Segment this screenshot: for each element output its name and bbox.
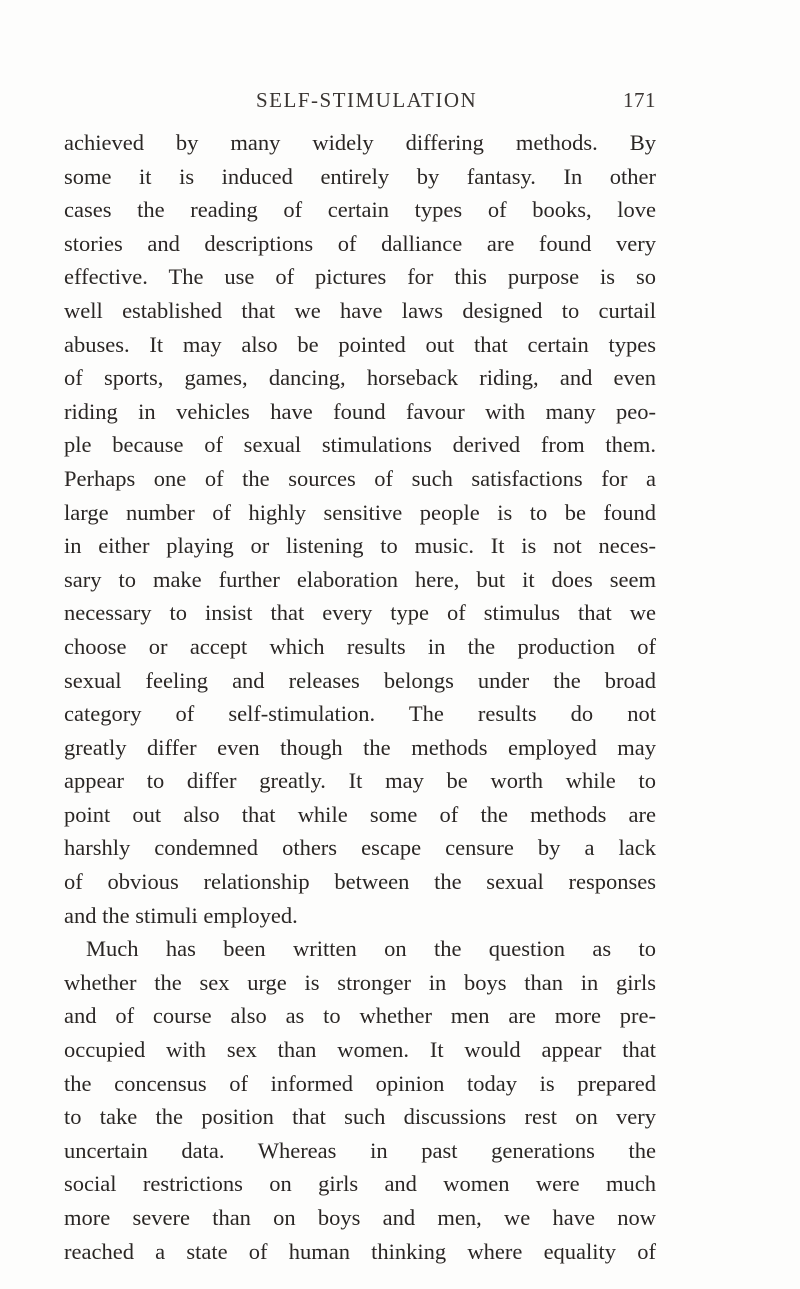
text-line: to take the position that such discussions rest on very (64, 1104, 656, 1130)
text-line: choose or accept which results in the production of (64, 633, 656, 659)
text-line: necessary to insist that every type of stimulus that we (64, 600, 656, 626)
text-line: in either playing or listening to music. It is not neces- (64, 533, 656, 559)
body-text (64, 126, 656, 1268)
text-line: more severe than on boys and men, we have now (64, 1205, 656, 1230)
text-line: appear to differ greatly. It may be worth while to (64, 768, 656, 794)
text-line: greatly differ even though the methods employed may (64, 734, 656, 760)
text-line: harshly condemned others escape censure by a lack (64, 835, 656, 861)
text-line: sary to make further elaboration here, but it does seem (64, 566, 656, 592)
paragraph-start-line: Much has been written on the question as to (86, 936, 656, 962)
text-line: stories and descriptions of dalliance are found very (64, 230, 656, 256)
text-line: point out also that while some of the methods are (64, 801, 656, 827)
text-line: some it is induced entirely by fantasy. In other (64, 163, 656, 189)
text-line: occupied with sex than women. It would appear that (64, 1037, 656, 1063)
running-head (256, 88, 656, 118)
text-line: and of course also as to whether men are more pre- (64, 1003, 656, 1029)
text-line: abuses. It may also be pointed out that certain types (64, 331, 656, 357)
text-line: of sports, games, dancing, horseback riding, and even (64, 365, 656, 391)
text-line: large number of highly sensitive people is to be found (64, 499, 656, 525)
text-line: of obvious relationship between the sexual responses (64, 869, 656, 895)
text-line: achieved by many widely differing methods. By (64, 130, 656, 155)
text-line: well established that we have laws designed to curtail (64, 297, 656, 323)
text-line: cases the reading of certain types of books, love (64, 197, 656, 223)
text-line: uncertain data. Whereas in past generations the (64, 1137, 656, 1163)
text-line: effective. The use of pictures for this purpose is so (64, 264, 656, 290)
running-title: SELF-STIMULATION (256, 88, 478, 112)
text-line: social restrictions on girls and women were much (64, 1171, 656, 1197)
page-number: 171 (623, 88, 656, 112)
text-line: and the stimuli employed. (64, 902, 298, 928)
text-line: ple because of sexual stimulations derived from them. (64, 432, 656, 458)
text-line: category of self-stimulation. The results do not (64, 701, 656, 727)
text-line: reached a state of human thinking where equality of (64, 1238, 656, 1264)
text-line: sexual feeling and releases belongs under the broad (64, 667, 656, 693)
text-line: riding in vehicles have found favour with many peo- (64, 398, 656, 424)
text-line: whether the sex urge is stronger in boys than in girls (64, 969, 656, 995)
text-line: the concensus of informed opinion today is prepared (64, 1070, 656, 1096)
text-line: Perhaps one of the sources of such satisfactions for a (64, 465, 656, 491)
